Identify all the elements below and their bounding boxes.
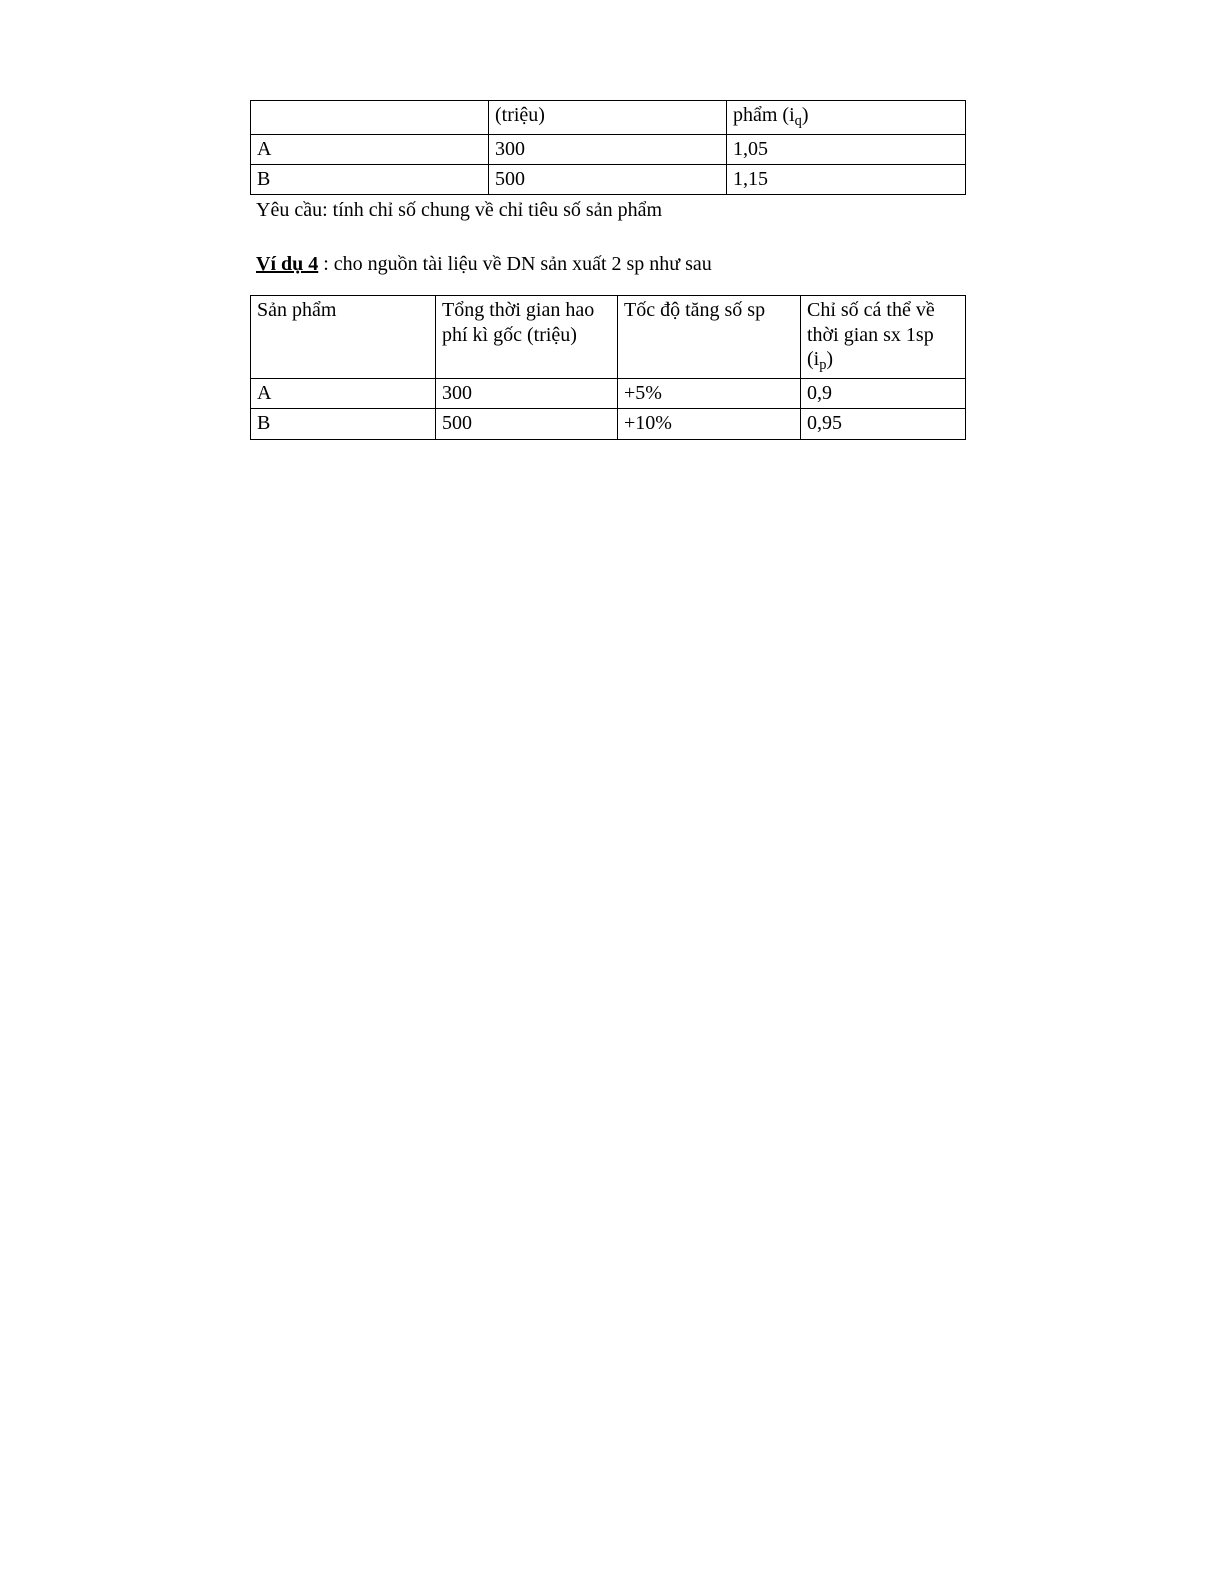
spacer	[250, 223, 965, 249]
bang-so-lieu-2	[250, 295, 966, 439]
table-cell: 0,9	[801, 378, 966, 408]
requirement-paragraph: Yêu cầu: tính chỉ số chung về chỉ tiêu số sản phẩm	[256, 199, 663, 222]
spacer	[250, 277, 965, 295]
document-content	[250, 100, 965, 440]
header-line-1: Tổng thời gian hao	[442, 299, 595, 322]
table-header-trieu: (triệu)	[489, 101, 727, 135]
header-line-3-tail: )	[826, 348, 834, 371]
table-cell: 500	[489, 164, 727, 194]
table-cell: 1,05	[727, 134, 966, 164]
table-row	[251, 164, 966, 194]
table-row	[251, 101, 966, 135]
example-paragraph	[256, 251, 965, 277]
example-text: : cho nguồn tài liệu về DN sản xuất 2 sp như sau	[318, 253, 712, 276]
header-text-main: phẩm (i	[733, 104, 795, 126]
table-row	[251, 378, 966, 408]
table-header-tong-thoi-gian	[436, 296, 618, 378]
table-header-toc-do-tang: Tốc độ tăng số sp	[618, 296, 801, 378]
table-header-san-pham: Sản phẩm	[251, 296, 436, 378]
table-header-pham-iq	[727, 101, 966, 135]
header-line-2: phí kì gốc (triệu)	[442, 323, 577, 346]
table-cell: 300	[489, 134, 727, 164]
table-cell: +5%	[618, 378, 801, 408]
table-cell: 1,15	[727, 164, 966, 194]
header-line-2: thời gian sx 1sp	[807, 323, 934, 346]
table-cell: 500	[436, 409, 618, 439]
table-cell: +10%	[618, 409, 801, 439]
table-cell: 300	[436, 378, 618, 408]
table-cell: A	[251, 134, 489, 164]
table-header-row	[251, 296, 966, 378]
table-row	[251, 409, 966, 439]
table-cell-empty	[251, 101, 489, 135]
table-header-chi-so-ca-the	[801, 296, 966, 378]
header-line-3-main: (i	[807, 348, 820, 371]
table-cell: A	[251, 378, 436, 408]
bang-so-lieu-1	[250, 100, 966, 195]
table-cell: 0,95	[801, 409, 966, 439]
table-row	[251, 134, 966, 164]
table-cell: B	[251, 409, 436, 439]
header-subscript-p: p	[819, 357, 827, 374]
table-cell: B	[251, 164, 489, 194]
example-label: Ví dụ 4	[256, 253, 319, 276]
header-subscript-q: q	[794, 113, 802, 130]
header-line-1: Chỉ số cá thể về	[807, 299, 935, 322]
header-text-tail: )	[801, 104, 809, 126]
